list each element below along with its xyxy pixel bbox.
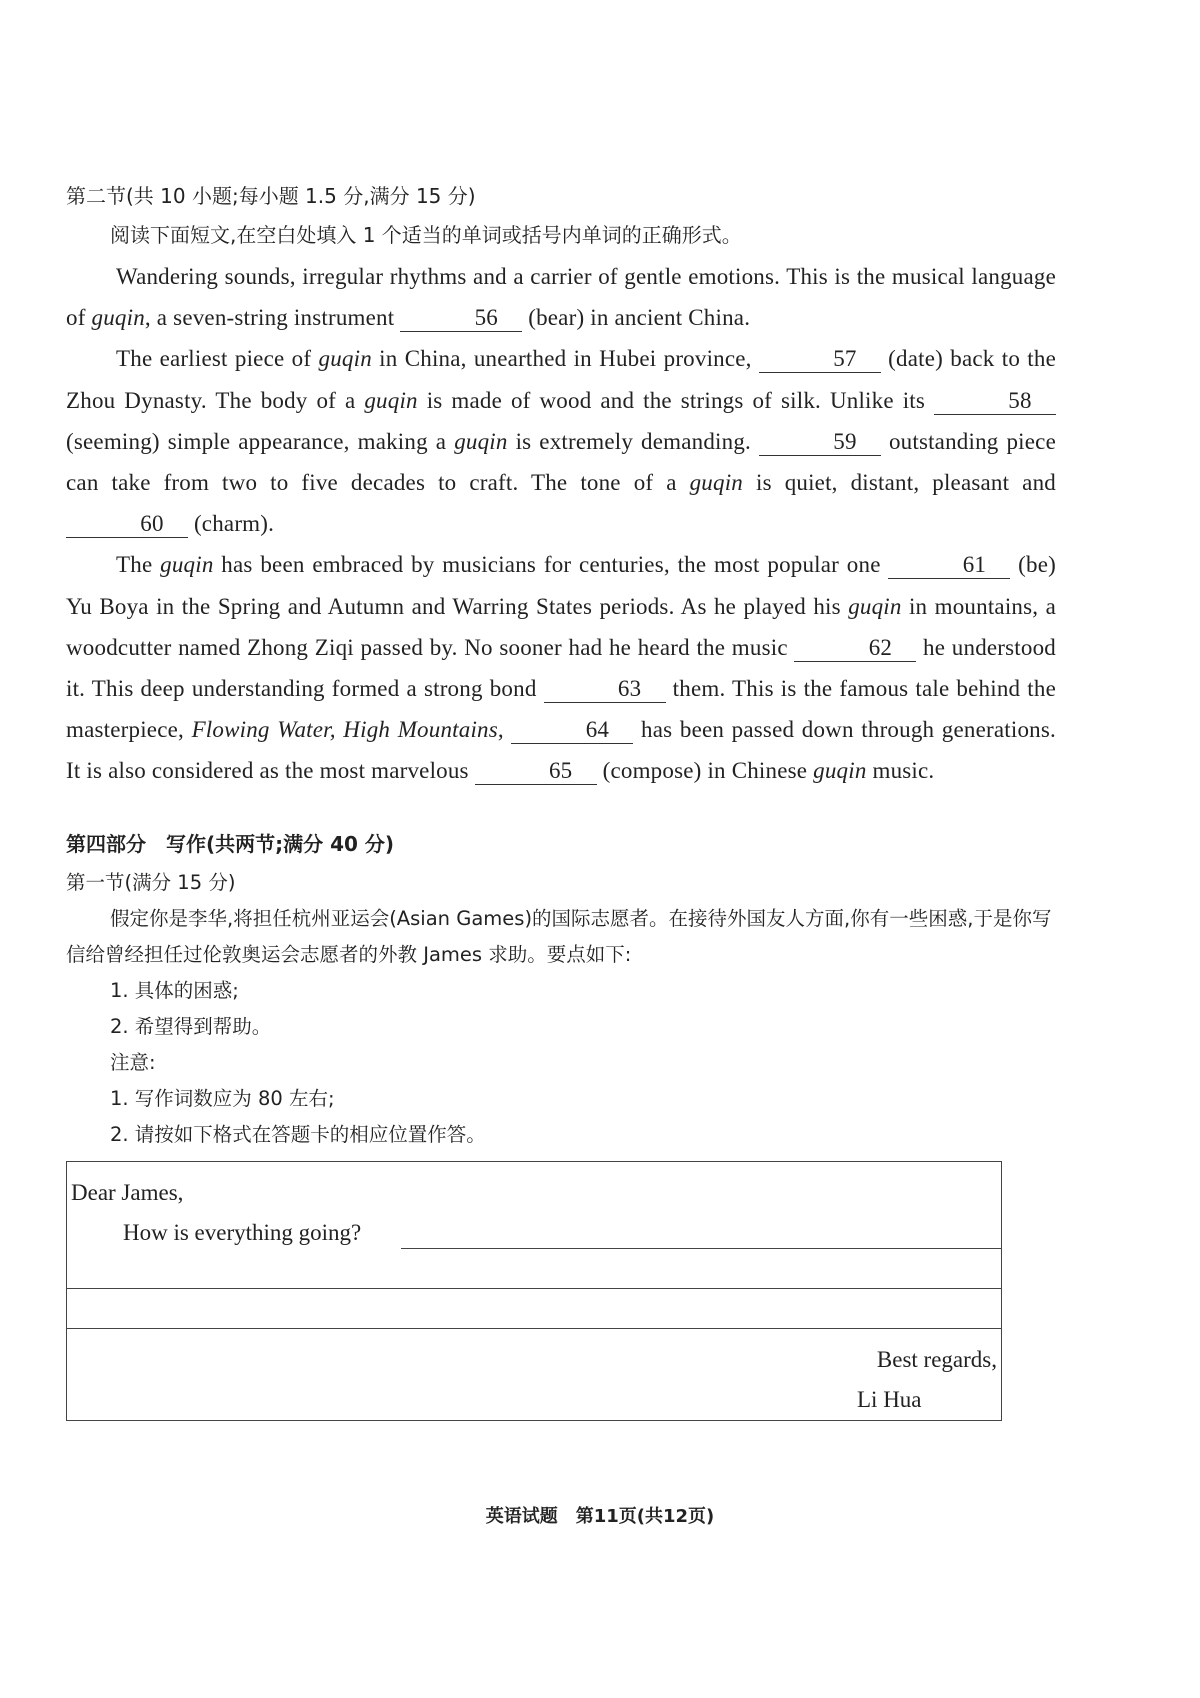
italic-term: guqin xyxy=(160,552,214,578)
paragraph-3 xyxy=(66,544,1056,791)
text: (charm). xyxy=(188,511,275,537)
blank-58[interactable]: 58 xyxy=(934,388,1056,415)
text: outstanding piece can take from two to five decades to craft. The tone of a xyxy=(66,428,1056,496)
text: has been embraced by musicians for centuries, the most popular one xyxy=(213,552,889,578)
writing-line[interactable] xyxy=(67,1288,1001,1289)
blank-59[interactable]: 59 xyxy=(759,429,881,456)
italic-title: Flowing Water, High Mountains xyxy=(191,717,498,743)
italic-term: guqin xyxy=(689,470,743,496)
passage xyxy=(66,256,1056,792)
text: (date) back to the Zhou Dynasty. The body of a xyxy=(66,346,1056,413)
text: is made of wood and the strings of silk. Unlike its xyxy=(417,387,934,413)
text: in mountains, a woodcutter named Zhong Ziqi passed by. No sooner had he heard the music xyxy=(66,593,1056,660)
blank-61[interactable]: 61 xyxy=(888,552,1010,579)
italic-term: guqin xyxy=(318,346,372,372)
italic-term: guqin xyxy=(91,305,145,331)
text: The xyxy=(116,552,161,578)
letter-opening: How is everything going? xyxy=(123,1219,362,1245)
page-content xyxy=(66,180,1056,1421)
text: (be) Yu Boya in the Spring and Autumn and Warring States periods. As he played his xyxy=(66,552,1056,619)
letter-answer-box[interactable] xyxy=(66,1161,1002,1421)
blank-63[interactable]: 63 xyxy=(544,676,666,703)
note-label: 注意: xyxy=(110,1050,156,1074)
text: has been passed down through generations. It is also considered as the most marvelous xyxy=(66,717,1056,784)
italic-term: guqin xyxy=(848,593,902,619)
section2-heading: 第二节(共 10 小题;每小题 1.5 分,满分 15 分) xyxy=(66,184,476,208)
note-2: 2. 请按如下格式在答题卡的相应位置作答。 xyxy=(110,1122,486,1146)
paragraph-1 xyxy=(66,256,1056,338)
letter-closing: Best regards, xyxy=(876,1346,997,1372)
text: , xyxy=(497,717,512,743)
part4-section1-heading: 第一节(满分 15 分) xyxy=(66,870,236,894)
text: , a seven-string instrument xyxy=(144,305,401,331)
blank-60[interactable]: 60 xyxy=(66,511,188,538)
text: is quiet, distant, pleasant and xyxy=(743,470,1056,496)
blank-57[interactable]: 57 xyxy=(759,346,881,373)
page-footer: 英语试题 第11页(共12页) xyxy=(485,1506,715,1527)
paragraph-2 xyxy=(66,338,1056,544)
blank-62[interactable]: 62 xyxy=(794,635,916,662)
point-2: 2. 希望得到帮助。 xyxy=(110,1014,272,1038)
letter-greeting: Dear James, xyxy=(71,1179,184,1205)
blank-64[interactable]: 64 xyxy=(511,717,633,744)
writing-prompt: 假定你是李华,将担任杭州亚运会(Asian Games)的国际志愿者。在接待外国友人方面,你有一些困惑,于是你写信给曾经担任过伦敦奥运会志愿者的外教 James 求助。要点如下: xyxy=(66,906,1052,966)
blank-65[interactable]: 65 xyxy=(475,758,597,785)
part4 xyxy=(66,828,1056,1421)
text: (bear) in ancient China. xyxy=(522,305,751,331)
text: Wandering sounds, irregular rhythms and a carrier of gentle emotions. This is the musical language of xyxy=(66,264,1056,331)
letter-signature: Li Hua xyxy=(857,1386,922,1412)
section2-instruction: 阅读下面短文,在空白处填入 1 个适当的单词或括号内单词的正确形式。 xyxy=(110,223,742,247)
italic-term: guqin xyxy=(364,387,418,413)
text: (compose) in Chinese xyxy=(596,758,814,784)
italic-term: guqin xyxy=(454,428,508,454)
writing-line[interactable] xyxy=(67,1328,1001,1329)
text: (seeming) simple appearance, making a xyxy=(66,428,455,454)
text: is extremely demanding. xyxy=(507,428,759,454)
part4-heading: 第四部分 写作(共两节;满分 40 分) xyxy=(66,831,395,856)
point-1: 1. 具体的困惑; xyxy=(110,978,239,1002)
note-1: 1. 写作词数应为 80 左右; xyxy=(110,1086,335,1110)
blank-56[interactable]: 56 xyxy=(400,305,522,332)
text: in China, unearthed in Hubei province, xyxy=(371,346,759,372)
text: them. This is the famous tale behind the masterpiece, xyxy=(66,676,1056,743)
text: The earliest piece of xyxy=(116,346,319,372)
text: he understood it. This deep understanding formed a strong bond xyxy=(66,634,1056,702)
italic-term: guqin xyxy=(813,758,867,784)
writing-line[interactable] xyxy=(401,1248,1001,1249)
text: music. xyxy=(866,758,935,784)
